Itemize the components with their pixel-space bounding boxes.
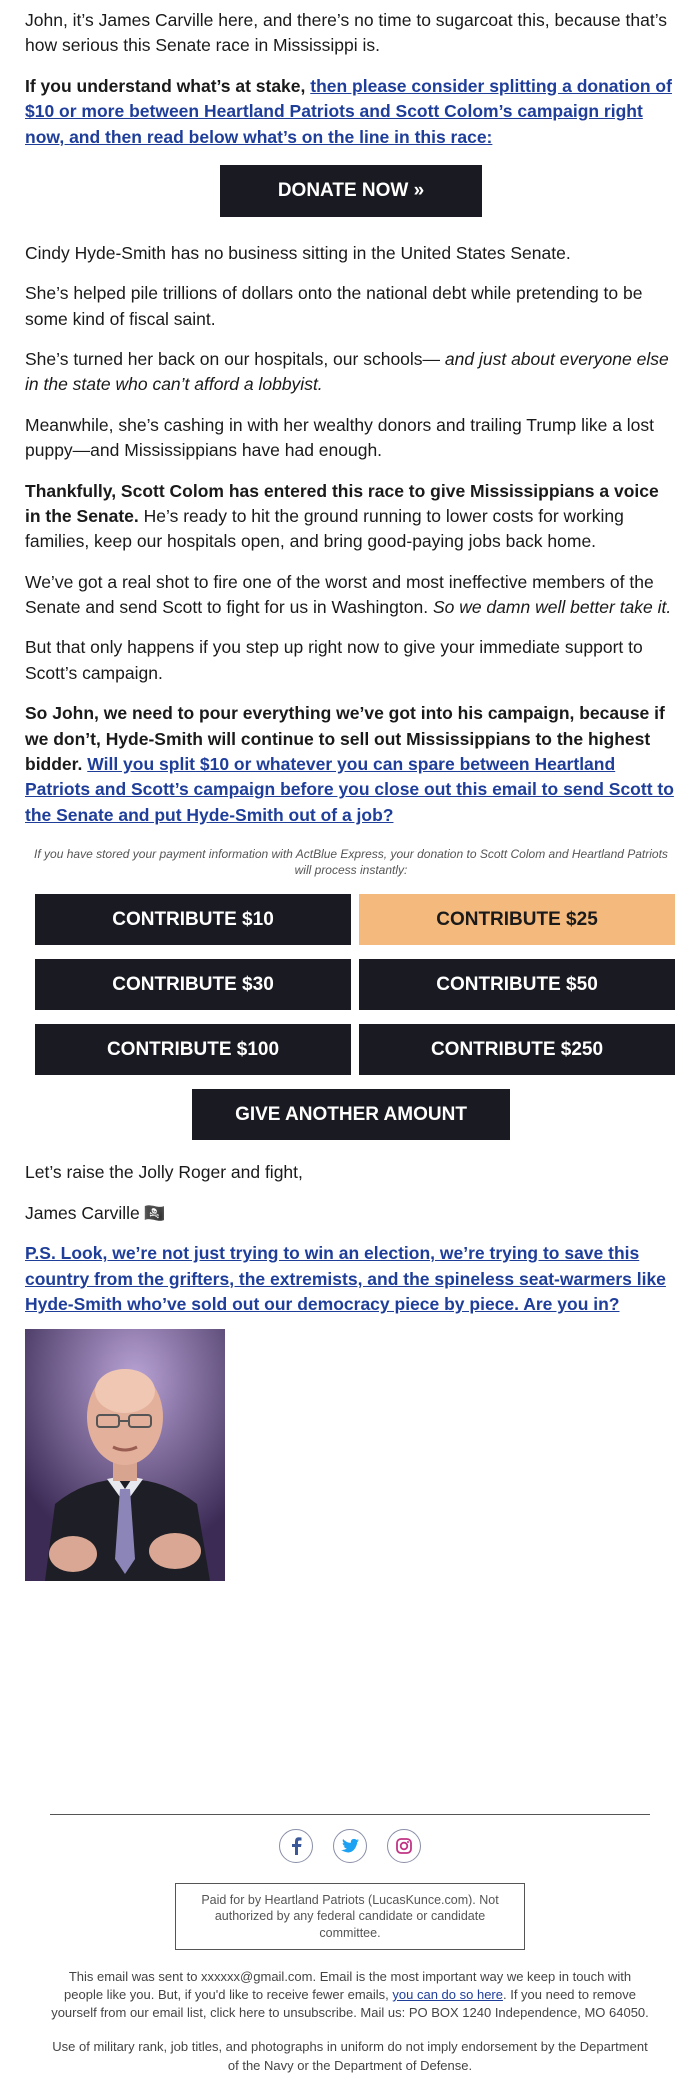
pour-bold: So John, we need to pour everything we’ve got into his campaign, because if we don’t, Hyde-Smith will continue to sell out Mississippians to the highest bidder.: [25, 703, 665, 774]
ask-donate-link[interactable]: then please consider splitting a donation of $10 or more between Heartland Patriots and Scott Colom’s campaign right now, and then read below what’s on the line in this race:: [25, 75, 672, 147]
ps-link[interactable]: P.S. Look, we’re not just trying to win an election, we’re trying to save this country from the grifters, the extremists, and the spineless seat-warmers like Hyde-Smith who’ve sold out our democracy piece by piece. Are you in?: [25, 1243, 666, 1314]
paragraph-hyde-smith: Cindy Hyde-Smith has no business sitting in the United States Senate.: [25, 242, 571, 263]
military-disclaimer: Use of military rank, job titles, and photographs in uniform do not imply endorsement by the Department of the Navy or the Department of Defense.: [52, 2039, 648, 2073]
intro-paragraph: John, it’s James Carville here, and there’s no time to sugarcoat this, because that’s how serious this Senate race in Mississippi is.: [25, 10, 668, 56]
signature-name: James Carville: [25, 1202, 140, 1223]
paragraph-pour-everything: [25, 701, 677, 828]
closing-line: Let’s raise the Jolly Roger and fight,: [25, 1162, 303, 1183]
footer-divider: [50, 1814, 650, 1815]
paragraph-colom: [25, 479, 677, 555]
unsubscribe-mail-text: . If you need to remove yourself from our email list, click here to unsubscribe. Mail us: PO BOX 1240 Independence, MO 64050.: [51, 1986, 649, 2021]
instagram-icon[interactable]: [387, 1829, 421, 1863]
split-donation-link[interactable]: Will you split $10 or whatever you can spare between Heartland Patriots and Scott’s campaign before you close out this email to send Scott to the Senate and put Hyde-Smith out of a job?: [25, 753, 674, 825]
twitter-icon[interactable]: [333, 1829, 367, 1863]
sent-to-text: This email was sent to xxxxxx@gmail.com. Email is the most important way we keep in touch with people like you. But, if you'd like to receive fewer emails,: [64, 1968, 632, 2002]
hospitals-italic: and just about everyone else in the state who can’t afford a lobbyist.: [25, 349, 669, 395]
paid-for-disclaimer: Paid for by Heartland Patriots (LucasKunce.com). Not authorized by any federal candidate or candidate committee.: [175, 1883, 525, 1950]
paragraph-real-shot: [25, 570, 677, 621]
social-links: [50, 1829, 650, 1863]
real-shot-text: We’ve got a real shot to fire one of the worst and most ineffective members of the Senate and send Scott to fight for us in Washington.: [25, 571, 654, 617]
hospitals-text: She’s turned her back on our hospitals, our schools—: [25, 349, 445, 369]
donate-now-button[interactable]: DONATE NOW »: [220, 165, 482, 217]
paragraph-step-up: But that only happens if you step up right now to give your immediate support to Scott’s campaign.: [25, 637, 643, 683]
facebook-icon[interactable]: [279, 1829, 313, 1863]
portrait-illustration: [25, 1329, 225, 1581]
ask-paragraph: [25, 74, 677, 150]
colom-text: He’s ready to hit the ground running to lower costs for working families, keep our hospitals open, and bring good-paying jobs back home.: [25, 505, 624, 552]
real-shot-italic: So we damn well better take it.: [432, 597, 672, 617]
contribute-250-button[interactable]: CONTRIBUTE $250: [359, 1024, 675, 1075]
paragraph-donors: Meanwhile, she’s cashing in with her wealthy donors and trailing Trump like a lost puppy—and Mississippians have had enough.: [25, 414, 655, 461]
email-body: [25, 8, 677, 1581]
paragraph-debt: She’s helped pile trillions of dollars onto the national debt while pretending to be some kind of fiscal saint.: [25, 283, 643, 329]
signature: [25, 1201, 677, 1226]
fewer-emails-link[interactable]: you can do so here: [392, 1986, 503, 2002]
ask-lead: If you understand what’s at stake,: [25, 75, 311, 96]
give-another-amount-button[interactable]: GIVE ANOTHER AMOUNT: [192, 1089, 510, 1140]
pirate-flag-icon: 🏴‍☠️: [143, 1202, 166, 1223]
ps-paragraph: [25, 1241, 677, 1317]
contribute-button-grid: [35, 894, 677, 1075]
contribute-100-button[interactable]: CONTRIBUTE $100: [35, 1024, 351, 1075]
actblue-express-note: If you have stored your payment information with ActBlue Express, your donation to Scott Colom and Heartland Patriots will process instantly:: [34, 847, 668, 878]
contribute-10-button[interactable]: CONTRIBUTE $10: [35, 894, 351, 945]
contribute-25-button[interactable]: CONTRIBUTE $25: [359, 894, 675, 945]
email-footer: [50, 1814, 650, 2091]
paragraph-hospitals: [25, 347, 677, 398]
contribute-30-button[interactable]: CONTRIBUTE $30: [35, 959, 351, 1010]
james-carville-photo: [25, 1329, 225, 1581]
email-sent-notice: [50, 1968, 650, 2023]
colom-bold: Thankfully, Scott Colom has entered this race to give Mississippians a voice in the Senate.: [25, 480, 659, 526]
contribute-50-button[interactable]: CONTRIBUTE $50: [359, 959, 675, 1010]
